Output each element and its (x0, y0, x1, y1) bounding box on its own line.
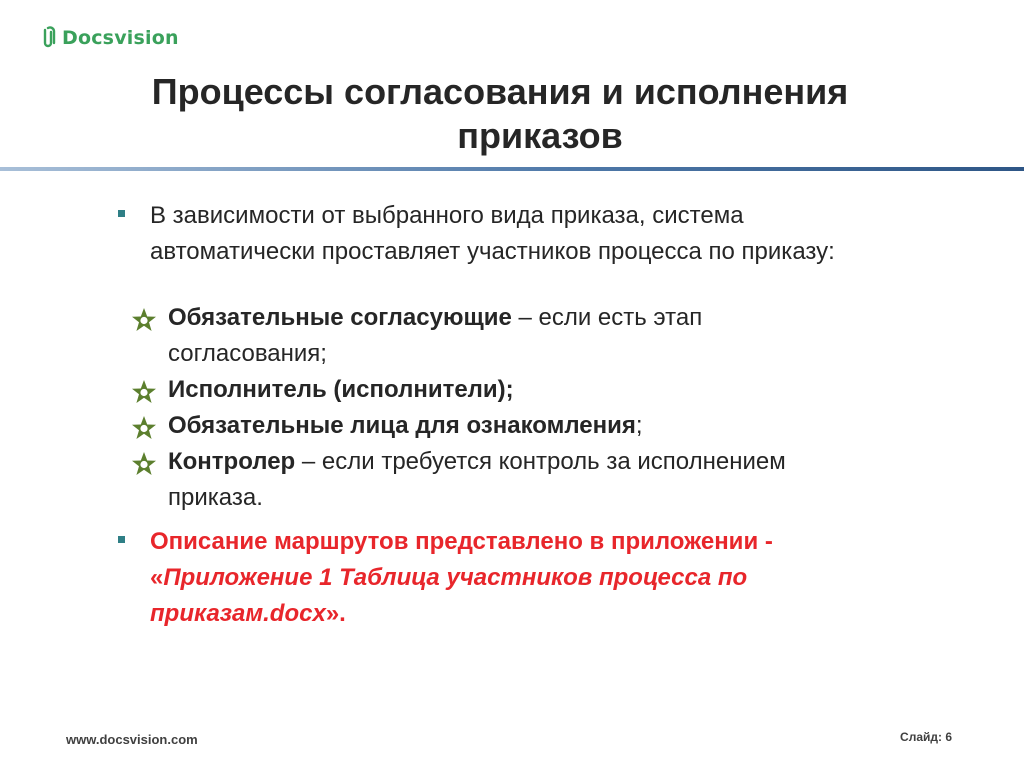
note-line-1: Описание маршрутов представлено в приложении - (150, 528, 773, 555)
docsvision-logo (40, 26, 179, 50)
slide-content (118, 198, 978, 632)
sub-item-bold: Обязательные согласующие (168, 304, 512, 331)
slide-title (90, 70, 910, 158)
paperclip-icon (40, 26, 56, 50)
title-divider (0, 167, 1024, 171)
title-line-2: приказов (457, 115, 623, 156)
sub-item-text: – если есть этап (511, 304, 703, 331)
sub-item-bold: Исполнитель (исполнители); (168, 376, 514, 403)
star-bullet-icon (130, 306, 158, 334)
note-quote-open: « (150, 564, 164, 591)
note-document-link-end: приказам.docx (150, 600, 326, 627)
sub-item-continuation: приказа. (168, 484, 263, 511)
logo-text: Docsvision (62, 27, 179, 49)
sub-item-continuation: согласования; (168, 340, 327, 367)
star-bullet-icon (130, 414, 158, 442)
title-line-1: Процессы согласования и исполнения (151, 71, 849, 112)
footer-website: www.docsvision.com (66, 732, 198, 747)
square-bullet-icon (118, 536, 125, 543)
note-quote-close: ». (325, 600, 346, 627)
sub-item (130, 372, 978, 408)
note-document-link: Приложение 1 Таблица участников процесса по (163, 564, 748, 591)
sub-item (130, 444, 978, 516)
star-bullet-icon (130, 450, 158, 478)
sub-item-bold: Обязательные лица для ознакомления (168, 412, 636, 439)
slide-number: Слайд: 6 (900, 730, 952, 744)
sub-item (130, 300, 978, 372)
sub-item-text: – если требуется контроль за исполнением (295, 448, 786, 475)
participants-list (130, 300, 978, 516)
sub-item-text: ; (635, 412, 643, 439)
routes-note (118, 524, 978, 632)
square-bullet-icon (118, 210, 125, 217)
bullet-item (118, 198, 978, 270)
sub-item (130, 408, 978, 444)
star-bullet-icon (130, 378, 158, 406)
sub-item-bold: Контролер (168, 448, 296, 475)
bullet-text-line-2: автоматически проставляет участников процесса по приказу: (150, 238, 835, 265)
bullet-text-line-1: В зависимости от выбранного вида приказа, система (150, 202, 744, 229)
